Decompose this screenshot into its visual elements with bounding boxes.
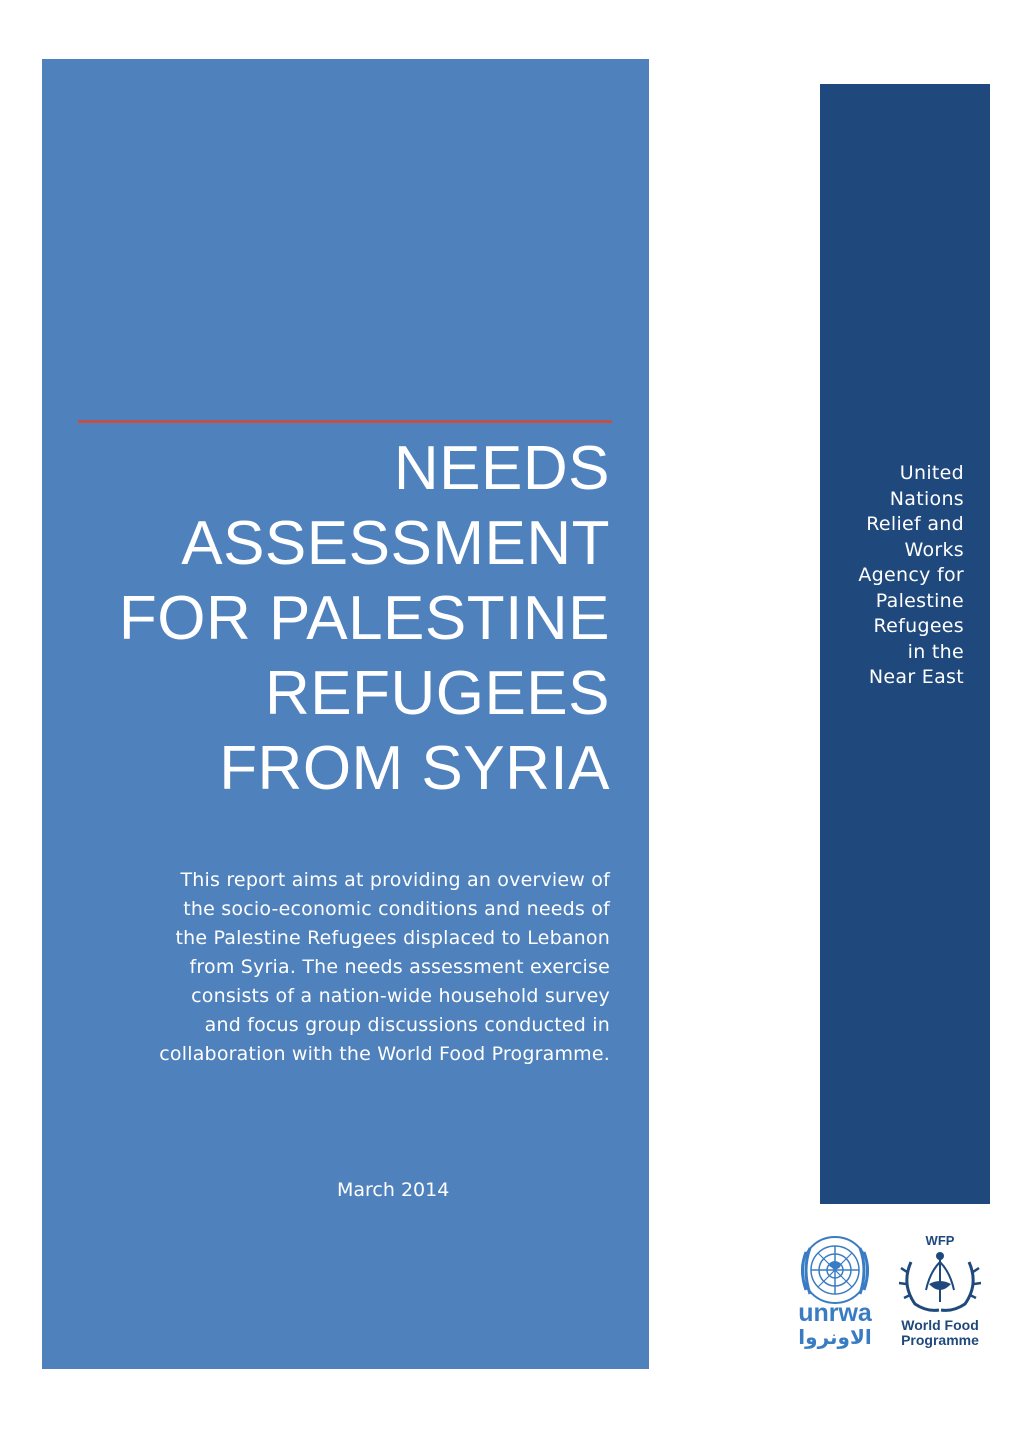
org-name-line: Works [904,538,964,561]
wheat-emblem-icon [899,1252,981,1310]
org-name-line: Nations [889,487,964,510]
org-name-line: Near East [868,666,964,688]
title-line: REFUGEES [264,659,610,728]
org-name-line: Relief and [866,513,964,535]
wfp-abbreviation: WFP [925,1233,955,1248]
report-date: March 2014 [337,1179,450,1201]
org-name-line: in the [907,640,964,663]
org-name-line: Agency for [858,564,964,586]
unrwa-wordmark: unrwa [798,1299,872,1327]
title-divider [78,420,612,423]
organization-name [824,461,964,691]
summary-line: collaboration with the World Food Programme. [159,1043,610,1065]
summary-line: consists of a nation-wide household survey [191,985,610,1007]
un-emblem-icon [802,1237,868,1303]
unrwa-logo [790,1232,880,1350]
org-name-line: Palestine [875,589,964,612]
summary-line: This report aims at providing an overview of [180,869,610,891]
cover-main-panel [42,59,649,1369]
wfp-logo [893,1232,987,1350]
org-name-line: United [899,462,964,484]
title-line: FOR PALESTINE [118,584,610,653]
wfp-name-line: World Food [901,1317,979,1333]
title-line: FROM SYRIA [219,734,610,803]
summary-line: from Syria. The needs assessment exercise [189,956,610,978]
summary-line: and focus group discussions conducted in [204,1014,610,1036]
report-summary [90,866,610,1069]
cover-side-panel [820,84,990,1204]
wfp-name-line: Programme [901,1332,979,1348]
report-title [70,431,610,806]
summary-line: the socio-economic conditions and needs of [183,898,610,920]
title-line: ASSESSMENT [181,509,610,578]
org-name-line: Refugees [873,615,964,637]
title-line: NEEDS [393,434,610,503]
unrwa-arabic-wordmark: الاونروا [798,1325,872,1349]
summary-line: the Palestine Refugees displaced to Lebanon [175,927,610,949]
